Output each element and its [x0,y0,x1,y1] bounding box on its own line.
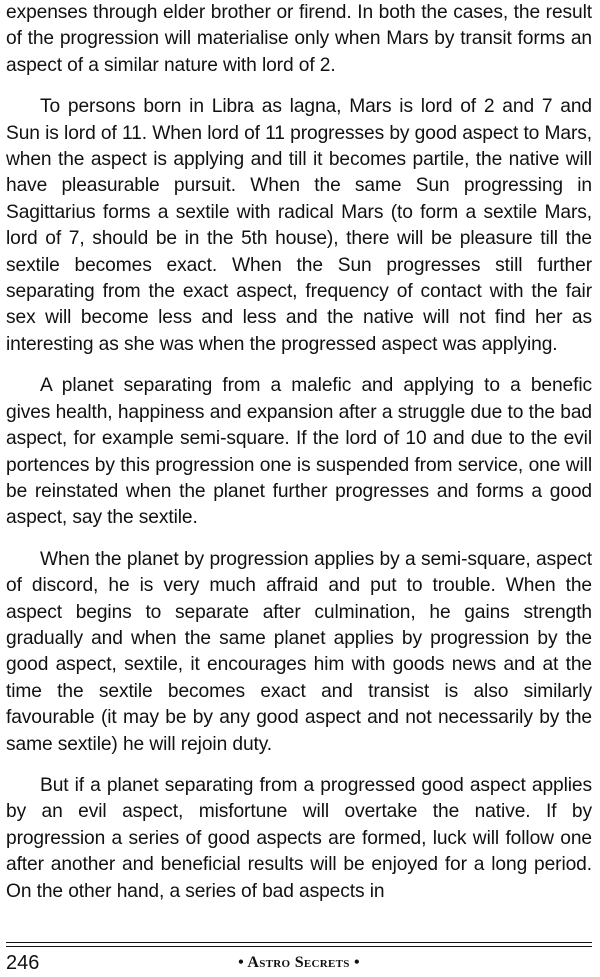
paragraph-4: When the planet by progression applies by a semi-square, aspect of discord, he is very much affraid and put to trouble. When the aspect begins to separate after culmination, he gains strength gradually and when the same planet applies by progression by the good aspect, sextile, it encourages him with goods news and at the time the sextile becomes exact and transist is also similarly favourable (it may be by any good aspect and not necessarily by the same sextile) he will rejoin duty. [6,548,592,755]
footer-rule-top [6,942,592,943]
paragraph-3: A planet separating from a malefic and applying to a benefic gives health, happiness and expansion after a struggle due to the bad aspect, for example semi-square. If the lord of 10 and due to the evil portences by this progression one is suspended from service, one will be reinstated when the planet further progresses and forms a good aspect, say the sextile. [6,375,592,529]
running-title: • Astro Secrets • [238,954,360,971]
footer-rule-bottom [6,946,592,947]
paragraph-5: But if a planet separating from a progressed good aspect applies by an evil aspect, misfortune will overtake the native. If by progression a series of good aspects are formed, luck will follow one after another and beneficial results will be enjoyed for a long period. On the other hand, a series of bad aspects in [6,774,592,902]
body-text [6,0,592,905]
page-number: 246 [6,951,40,974]
paragraph-1: expenses through elder brother or firend. In both the cases, the result of the progression will materialise only when Mars by transit forms an aspect of a similar nature with lord of 2. [6,2,592,76]
paragraph-2: To persons born in Libra as lagna, Mars is lord of 2 and 7 and Sun is lord of 11. When lord of 11 progresses by good aspect to Mars, when the aspect is applying and till it becomes partile, the native will have pleasurable pursuit. When the same Sun progressing in Sagittarius forms a sextile with radical Mars (to form a sextile Mars, lord of 7, should be in the 5th house), there will be pleasure till the sextile becomes exact. When the Sun progresses still further separating from the exact aspect, frequency of contact with the fair sex will become less and less and the native will not find her as interesting as she was when the progressed aspect was applying. [6,96,592,355]
book-page [6,0,592,977]
page-footer [6,950,592,976]
